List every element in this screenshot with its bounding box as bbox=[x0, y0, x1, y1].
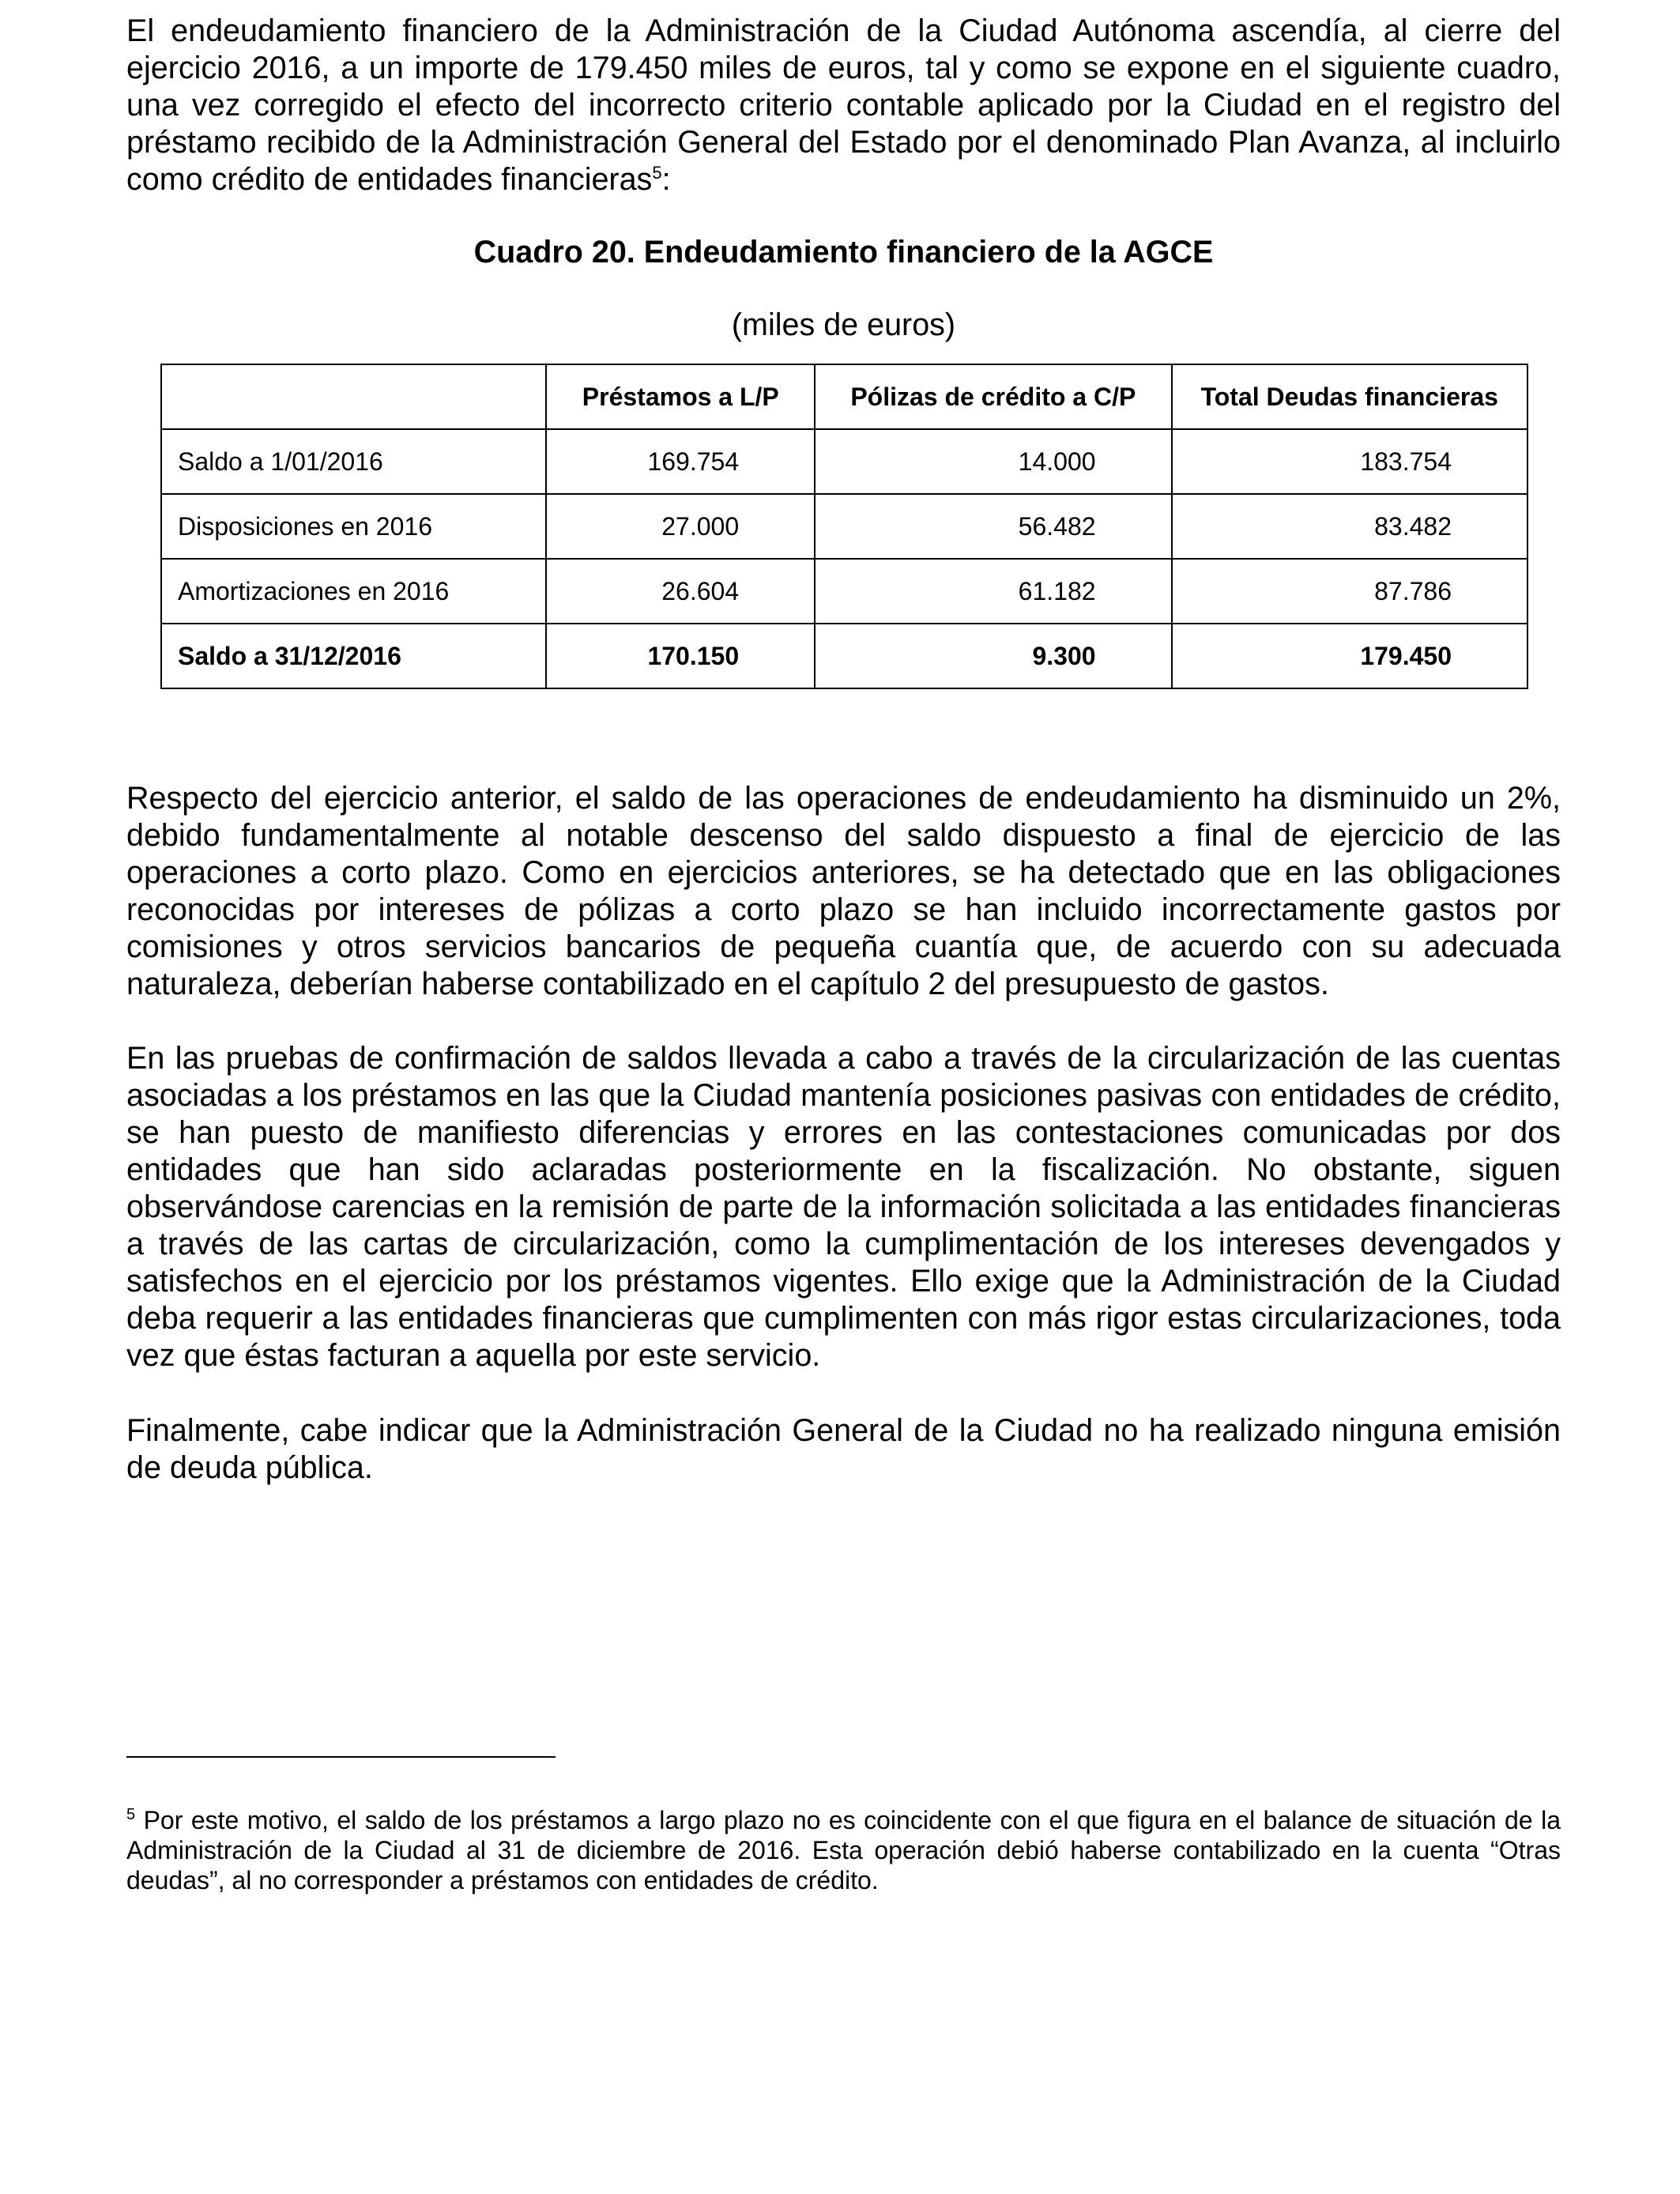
row-label: Saldo a 31/12/2016 bbox=[161, 624, 546, 688]
footnote-separator bbox=[126, 1756, 556, 1758]
paragraph-intro-tail: : bbox=[661, 162, 671, 197]
footnote-reference[interactable]: 5 bbox=[652, 163, 662, 183]
footnote bbox=[126, 1805, 1561, 1895]
cell-total: 179.450 bbox=[1172, 624, 1527, 688]
header-empty bbox=[161, 364, 546, 429]
cell-prestamos: 170.150 bbox=[546, 624, 815, 688]
cell-polizas: 61.182 bbox=[815, 559, 1171, 624]
paragraph-confirmation: En las pruebas de confirmación de saldos llevada a cabo a través de la circularización de las cuentas asociadas a los préstamos en las que la Ciudad mantenía posiciones pasivas con entidades de crédito, se han puesto de manifiesto diferencias y errores en las contestaciones comunicadas por dos entidades que han sido aclaradas posteriormente en la fiscalización. No obstante, siguen observándose carencias en la remisión de parte de la información solicitada a las entidades financieras a través de las cartas de circularización, como la cumplimentación de los intereses devengados y satisfechos en el ejercicio por los préstamos vigentes. Ello exige que la Administración de la Ciudad deba requerir a las entidades financieras que cumplimenten con más rigor estas circularizaciones, toda vez que éstas facturan a aquella por este servicio. bbox=[126, 1041, 1561, 1373]
footnote-number: 5 bbox=[126, 1806, 136, 1823]
paragraph-variation: Respecto del ejercicio anterior, el saldo de las operaciones de endeudamiento ha disminuido un 2%, debido fundamentalmente al notable descenso del saldo dispuesto a final de ejercicio de las operaciones a corto plazo. Como en ejercicios anteriores, se ha detectado que en las obligaciones reconocidas por intereses de pólizas a corto plazo se han incluido incorrectamente gastos por comisiones y otros servicios bancarios de pequeña cuantía que, de acuerdo con su adecuada naturaleza, deberían haberse contabilizado en el capítulo 2 del presupuesto de gastos. bbox=[126, 781, 1561, 1001]
footnote-text: Por este motivo, el saldo de los préstamos a largo plazo no es coincidente con el que figura en el balance de situación de la Administración de la Ciudad al 31 de diciembre de 2016. Esta operación debió haberse contabilizado en la cuenta “Otras deudas”, al no corresponder a préstamos con entidades de crédito. bbox=[126, 1806, 1561, 1894]
paragraph-intro bbox=[126, 13, 1561, 198]
debt-table bbox=[160, 364, 1528, 689]
cell-total: 83.482 bbox=[1172, 494, 1527, 559]
table-units: (miles de euros) bbox=[731, 307, 956, 342]
table-row bbox=[161, 559, 1527, 624]
table-title: Cuadro 20. Endeudamiento financiero de la AGCE bbox=[473, 235, 1214, 270]
row-label: Saldo a 1/01/2016 bbox=[161, 429, 546, 494]
row-label: Disposiciones en 2016 bbox=[161, 494, 546, 559]
header-total: Total Deudas financieras bbox=[1172, 364, 1527, 429]
table-row bbox=[161, 494, 1527, 559]
cell-polizas: 9.300 bbox=[815, 624, 1171, 688]
cell-prestamos: 169.754 bbox=[546, 429, 815, 494]
header-prestamos: Préstamos a L/P bbox=[546, 364, 815, 429]
cell-prestamos: 26.604 bbox=[546, 559, 815, 624]
table-total-row bbox=[161, 624, 1527, 688]
cell-total: 183.754 bbox=[1172, 429, 1527, 494]
cell-polizas: 56.482 bbox=[815, 494, 1171, 559]
table-row bbox=[161, 429, 1527, 494]
row-label: Amortizaciones en 2016 bbox=[161, 559, 546, 624]
paragraph-intro-text: El endeudamiento financiero de la Administración de la Ciudad Autónoma ascendía, al cierre del ejercicio 2016, a un importe de 179.450 miles de euros, tal y como se expone en el siguiente cuadro, una vez corregido el efecto del incorrecto criterio contable aplicado por la Ciudad en el registro del préstamo recibido de la Administración General del Estado por el denominado Plan Avanza, al incluirlo como crédito de entidades financieras bbox=[126, 13, 1561, 197]
header-polizas: Pólizas de crédito a C/P bbox=[815, 364, 1171, 429]
cell-prestamos: 27.000 bbox=[546, 494, 815, 559]
table-header-row bbox=[161, 364, 1527, 429]
cell-total: 87.786 bbox=[1172, 559, 1527, 624]
cell-polizas: 14.000 bbox=[815, 429, 1171, 494]
paragraph-conclusion: Finalmente, cabe indicar que la Administración General de la Ciudad no ha realizado ninguna emisión de deuda pública. bbox=[126, 1413, 1561, 1485]
